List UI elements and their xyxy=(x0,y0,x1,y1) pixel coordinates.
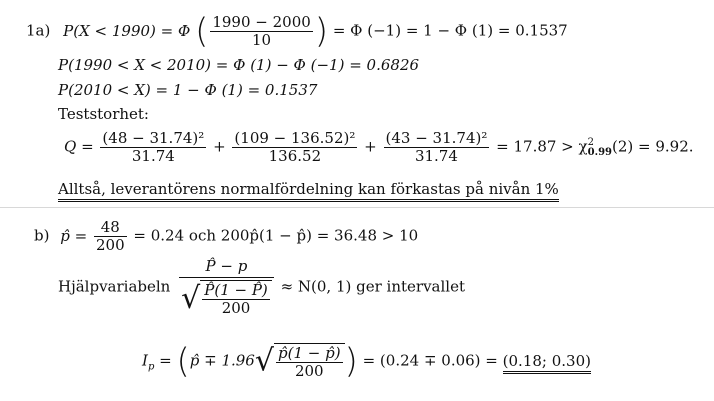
q-lhs: Q = xyxy=(64,137,94,156)
confidence-interval xyxy=(142,343,591,380)
interval-inner: p̂ ∓ 1.96 xyxy=(189,351,255,370)
conclusion xyxy=(58,180,559,198)
left-paren: ( xyxy=(195,11,209,52)
helper-sqrt-den: 200 xyxy=(221,299,251,317)
helper-sqrt-fraction xyxy=(202,282,270,317)
section-divider xyxy=(0,207,714,208)
q-term-3 xyxy=(384,130,490,165)
p-hat-result: = 0.24 och 200p̂(1 − p̂) = 36.48 > 10 xyxy=(133,226,419,245)
chi-superscript: 2 xyxy=(587,136,594,148)
z-fraction xyxy=(210,14,312,49)
helper-variable xyxy=(58,258,465,317)
helper-num: P̂ − p xyxy=(179,258,274,278)
prob-result: = Φ (−1) = 1 − Φ (1) = 0.1537 xyxy=(332,21,568,40)
q-term-2-num: (109 − 136.52)² xyxy=(234,129,356,147)
q-term-2-den: 136.52 xyxy=(268,147,322,165)
p-hat-fraction xyxy=(94,219,127,254)
interval-result: (0.18; 0.30) xyxy=(503,352,591,374)
q-term-1-den: 31.74 xyxy=(131,147,175,165)
q-term-3-num: (43 − 31.74)² xyxy=(385,129,488,147)
interval-lhs-sub: p xyxy=(147,361,155,373)
interval-sqrt-fraction xyxy=(276,345,343,380)
part-a-line-1 xyxy=(26,11,568,52)
interval-sqrt: √ $\frac{p̂(1 - p̂)}{200}$ xyxy=(255,343,345,380)
part-a-line-3: P(2010 < X) = 1 − Φ (1) = 0.1537 xyxy=(58,81,318,99)
part-a-label: 1a) xyxy=(26,21,51,40)
conclusion-text: Alltså, leverantörens normalfördelning kan förkastas på nivån 1% xyxy=(58,180,559,202)
q-result: = 17.87 > χ xyxy=(496,137,588,156)
z-numerator: 1990 − 2000 xyxy=(212,13,311,31)
interval-mid: = (0.24 ∓ 0.06) = xyxy=(362,351,498,370)
q-term-1 xyxy=(100,130,206,165)
helper-fraction xyxy=(179,258,274,317)
plus-1: + xyxy=(213,137,226,156)
plus-2: + xyxy=(364,137,377,156)
teststat-label: Teststorhet: xyxy=(58,105,149,123)
q-term-2 xyxy=(232,130,357,165)
helper-prefix: Hjälpvariabeln xyxy=(58,277,171,296)
p-hat-den: 200 xyxy=(95,236,125,254)
part-a-line-2: P(1990 < X < 2010) = Φ (1) − Φ (−1) = 0.6826 xyxy=(58,56,420,74)
sqrt-symbol: √ $\frac{P̂(1 - P̂)}{200}$ xyxy=(181,280,272,317)
part-b-label: b) xyxy=(34,226,50,245)
interval-left-paren: ( xyxy=(176,341,190,382)
right-paren: ) xyxy=(314,11,329,52)
helper-suffix: ≈ N(0, 1) ger intervallet xyxy=(280,277,466,296)
helper-den xyxy=(179,278,274,317)
q-term-3-den: 31.74 xyxy=(414,147,458,165)
helper-sqrt-num: P̂(1 − P̂) xyxy=(204,281,268,299)
p-hat-lhs: p̂ = xyxy=(60,226,88,245)
chi-subscript: 0.99 xyxy=(587,146,612,158)
interval-eq: = xyxy=(159,351,172,370)
p-hat-num: 48 xyxy=(94,219,127,237)
prob-expression: P(X < 1990) = Φ xyxy=(63,21,191,40)
chi-critical: (2) = 9.92. xyxy=(611,137,694,156)
chi-indices xyxy=(588,138,612,158)
interval-lhs: I xyxy=(142,351,148,370)
part-b-line-1 xyxy=(34,219,418,254)
q-term-1-num: (48 − 31.74)² xyxy=(102,129,205,147)
interval-sqrt-den: 200 xyxy=(294,362,324,380)
interval-right-paren: ) xyxy=(344,341,358,382)
q-statistic xyxy=(64,130,694,165)
interval-sqrt-num: p̂(1 − p̂) xyxy=(277,344,341,362)
z-denominator: 10 xyxy=(252,31,272,49)
